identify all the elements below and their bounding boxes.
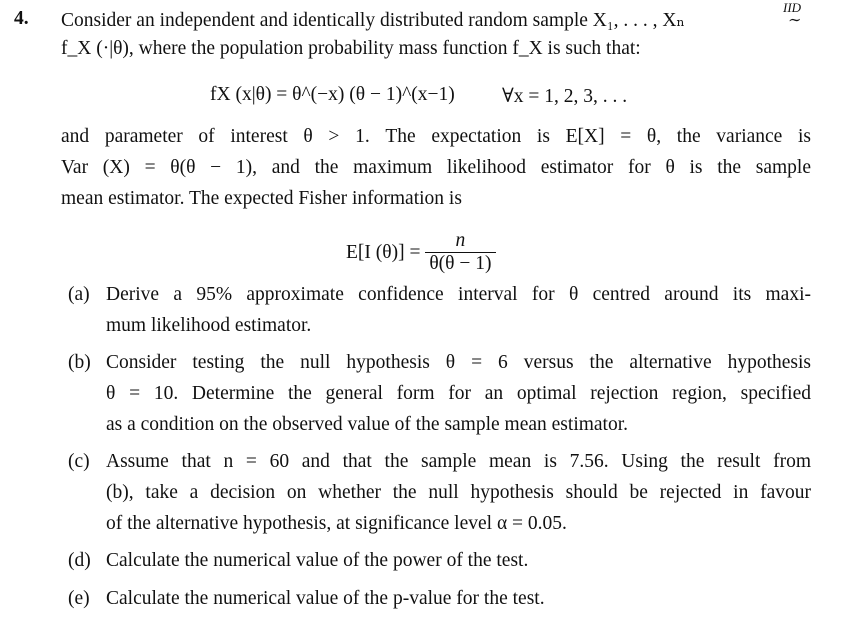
fisher-denominator: θ(θ − 1) [425, 252, 495, 275]
tilde-icon: ∼ [788, 12, 802, 29]
part-a-label: (a) [68, 284, 90, 305]
part-d-label: (d) [68, 550, 91, 571]
part-b-label: (b) [68, 352, 91, 373]
part-c-line-1: Assume that n = 60 and that the sample mean is 7.56. Using the result from [106, 451, 811, 472]
part-a-line-1: Derive a 95% approximate confidence interval for θ centred around its maxi- [106, 284, 811, 305]
fisher-fraction [425, 230, 495, 275]
para-line-3: mean estimator. The expected Fisher information is [61, 188, 462, 209]
part-c-line-3: of the alternative hypothesis, at significance level α = 0.05. [106, 513, 567, 534]
part-c-label: (c) [68, 451, 90, 472]
part-b-line-3: as a condition on the observed value of the sample mean estimator. [106, 414, 629, 435]
part-e-label: (e) [68, 588, 90, 609]
para-line-1: and parameter of interest θ > 1. The expectation is E[X] = θ, the variance is [61, 126, 811, 147]
iid-label: IID [783, 0, 802, 15]
part-d-line-1: Calculate the numerical value of the power of the test. [106, 550, 529, 571]
part-b-line-2: θ = 10. Determine the general form for an optimal rejection region, specified [106, 383, 811, 404]
question-number: 4. [14, 8, 29, 29]
intro-line-1: Consider an independent and identically distributed random sample X₁, . . . , Xₙ [61, 10, 685, 31]
pmf-formula: fX (x|θ) = θ^(−x) (θ − 1)^(x−1) [210, 84, 455, 105]
intro-line-2: f_X (·|θ), where the population probability mass function f_X is such that: [61, 38, 641, 59]
fisher-equation [346, 230, 496, 275]
fisher-numerator: n [455, 230, 466, 251]
part-a-line-2: mum likelihood estimator. [106, 315, 312, 336]
pmf-support: ∀x = 1, 2, 3, . . . [502, 86, 628, 107]
part-b-line-1: Consider testing the null hypothesis θ = 6 versus the alternative hypothesis [106, 352, 811, 373]
part-e-line-1: Calculate the numerical value of the p-value for the test. [106, 588, 545, 609]
fisher-lhs: E[I (θ)] = [346, 241, 421, 263]
para-line-2: Var (X) = θ(θ − 1), and the maximum likelihood estimator for θ is the sample [61, 157, 811, 178]
part-c-line-2: (b), take a decision on whether the null hypothesis should be rejected in favour [106, 482, 811, 503]
